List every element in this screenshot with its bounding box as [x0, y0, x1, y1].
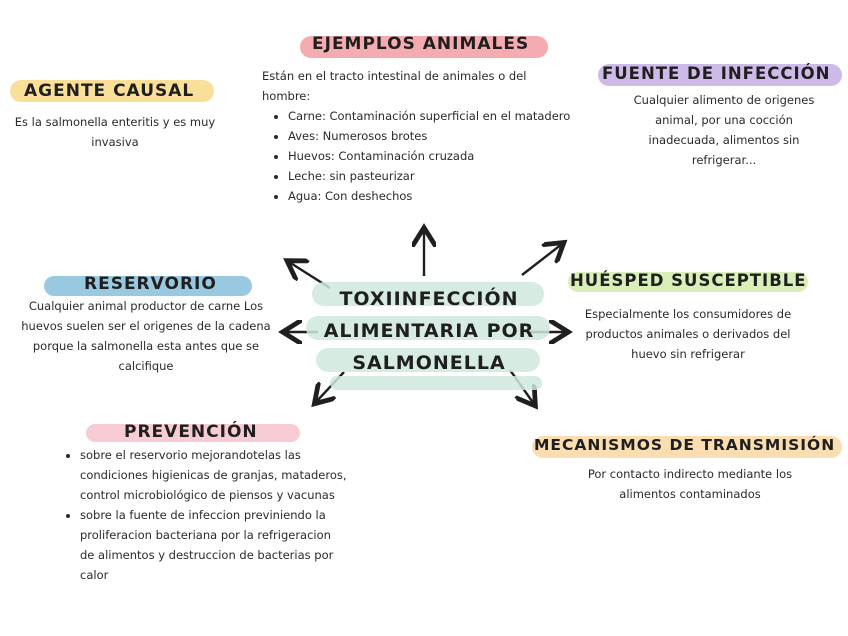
ejemplos-item: • Aves: Numerosos brotes [288, 126, 572, 146]
mecanismos-text: Por contacto indirecto mediante los alimentos contaminados [587, 467, 793, 501]
ejemplos-list [262, 106, 572, 206]
huesped-text: Especialmente los consumidores de productos animales o derivados del huevo sin refrigerar [584, 307, 792, 361]
prevencion-item: • sobre el reservorio mejorandotelas las condiciones higienicas de granjas, mataderos, control microbiológico de piensos y vacunas [80, 445, 348, 505]
arrow-up-right [522, 244, 562, 275]
ejemplos-body [262, 66, 572, 206]
ejemplos-item: • Leche: sin pasteurizar [288, 166, 572, 186]
reservorio-text: Cualquier animal productor de carne Los huevos suelen ser el origenes de la cadena porque la salmonella esta antes que se calcifique [21, 299, 271, 373]
huesped-title: HUÉSPED SUSCEPTIBLE [570, 271, 807, 290]
ejemplos-item: • Agua: Con deshechos [288, 186, 572, 206]
ejemplos-title: EJEMPLOS ANIMALES [312, 34, 530, 54]
ejemplos-item: • Huevos: Contaminación cruzada [288, 146, 572, 166]
agente-title: AGENTE CAUSAL [24, 81, 195, 101]
mecanismos-title: MECANISMOS DE TRANSMISIÓN [534, 436, 836, 454]
central-topic-line-1: TOXIINFECCIÓN [339, 288, 519, 310]
agente-text: Es la salmonella enteritis y es muy invasiva [14, 115, 216, 149]
fuente-title: FUENTE DE INFECCIÓN [602, 64, 831, 83]
central-topic-line-2: ALIMENTARIA POR [323, 320, 535, 342]
ejemplos-intro: Están en el tracto intestinal de animales o del hombre: [262, 69, 527, 103]
fuente-text: Cualquier alimento de origenes animal, por una cocción inadecuada, alimentos sin refrigerar... [633, 93, 815, 167]
reservorio-title: RESERVORIO [84, 274, 217, 294]
central-topic-line-3: SALMONELLA [352, 352, 506, 374]
ejemplos-item: • Carne: Contaminación superficial en el matadero [288, 106, 572, 126]
prevencion-list [62, 445, 348, 585]
prevencion-item: • sobre la fuente de infeccion previniendo la proliferacion bacteriana por la refrigeracion de alimentos y destruccion de bacterias por calor [80, 505, 348, 585]
central-topic [314, 283, 544, 379]
prevencion-title: PREVENCIÓN [124, 422, 258, 442]
prevencion-body [62, 445, 348, 585]
